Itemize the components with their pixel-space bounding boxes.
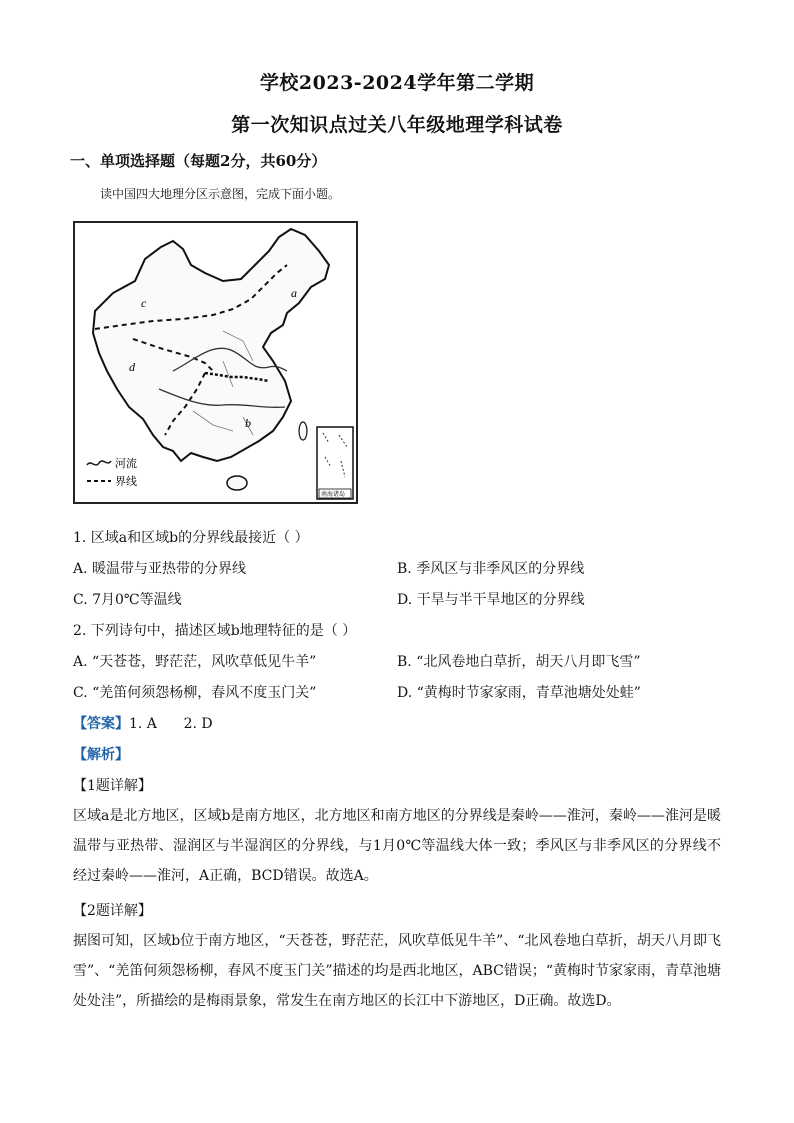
- q1-detail-heading: 【1题详解】: [73, 778, 152, 794]
- region-label-d: d: [129, 360, 135, 374]
- analysis-label: 【解析】: [73, 747, 129, 763]
- question-1-option-d: D. 干旱与半干旱地区的分界线: [397, 592, 585, 608]
- question-2-option-b: B. “北风卷地白草折，胡天八月即飞雪”: [397, 654, 641, 670]
- question-2-option-c: C. “羌笛何须怨杨柳，春风不度玉门关”: [73, 685, 317, 701]
- analysis-heading: [73, 744, 129, 764]
- q2-detail-text: 据图可知，区域b位于南方地区，“天苍苍，野茫茫，风吹草低见牛羊”、“北风卷地白草折，胡天八月即飞雪”、“羌笛何须怨杨柳，春风不度玉门关”描述的均是西北地区，ABC错误；“黄梅时节家家雨，青草池塘处处洼”，所描绘的是梅雨景象，常发生在南方地区的长江中下游地区，D正确。故选D。: [73, 933, 721, 1009]
- taiwan-island: [299, 422, 307, 440]
- legend-boundary-label: 界线: [115, 475, 137, 488]
- question-2-option-d: D. “黄梅时节家家雨，青草池塘处处蛙”: [397, 685, 641, 701]
- question-2-option-a: A. “天苍苍，野茫茫，风吹草低见牛羊”: [73, 654, 317, 670]
- answer-text: 1. A 2. D: [129, 716, 213, 732]
- region-label-a: a: [291, 286, 297, 300]
- south-sea-inset: [317, 427, 353, 499]
- question-1-option-c: C. 7月0℃等温线: [73, 592, 182, 608]
- region-label-b: b: [245, 416, 251, 430]
- question-2-stem: 2. 下列诗句中，描述区域b地理特征的是（ ）: [73, 623, 357, 639]
- region-label-c: c: [141, 296, 147, 310]
- section-heading: 一、单项选择题（每题2分，共60分）: [70, 152, 327, 170]
- legend-river-label: 河流: [115, 457, 137, 470]
- question-1-option-b: B. 季风区与非季风区的分界线: [397, 561, 585, 577]
- exam-title-line1: 学校2023-2024学年第二学期: [259, 72, 535, 94]
- answer-line: [73, 713, 213, 733]
- answer-label: 【答案】: [73, 716, 129, 732]
- question-1-option-a: A. 暖温带与亚热带的分界线: [73, 561, 247, 577]
- q1-detail-text: 区域a是北方地区，区域b是南方地区，北方地区和南方地区的分界线是秦岭——淮河，秦岭——淮河是暖温带与亚热带、湿润区与半湿润区的分界线，与1月0℃等温线大体一致；季风区与非季风区的分界线不经过秦岭——淮河，A正确，BCD错误。故选A。: [73, 808, 721, 884]
- hainan-island: [227, 476, 247, 490]
- inset-label: 南海诸岛: [321, 491, 346, 498]
- exam-title-line2: 第一次知识点过关八年级地理学科试卷: [231, 114, 563, 136]
- question-1-stem: 1. 区域a和区域b的分界线最接近（ ）: [73, 530, 309, 546]
- section-intro: 读中国四大地理分区示意图，完成下面小题。: [100, 187, 341, 201]
- china-regions-map: [73, 221, 358, 504]
- q2-detail-heading: 【2题详解】: [73, 903, 152, 919]
